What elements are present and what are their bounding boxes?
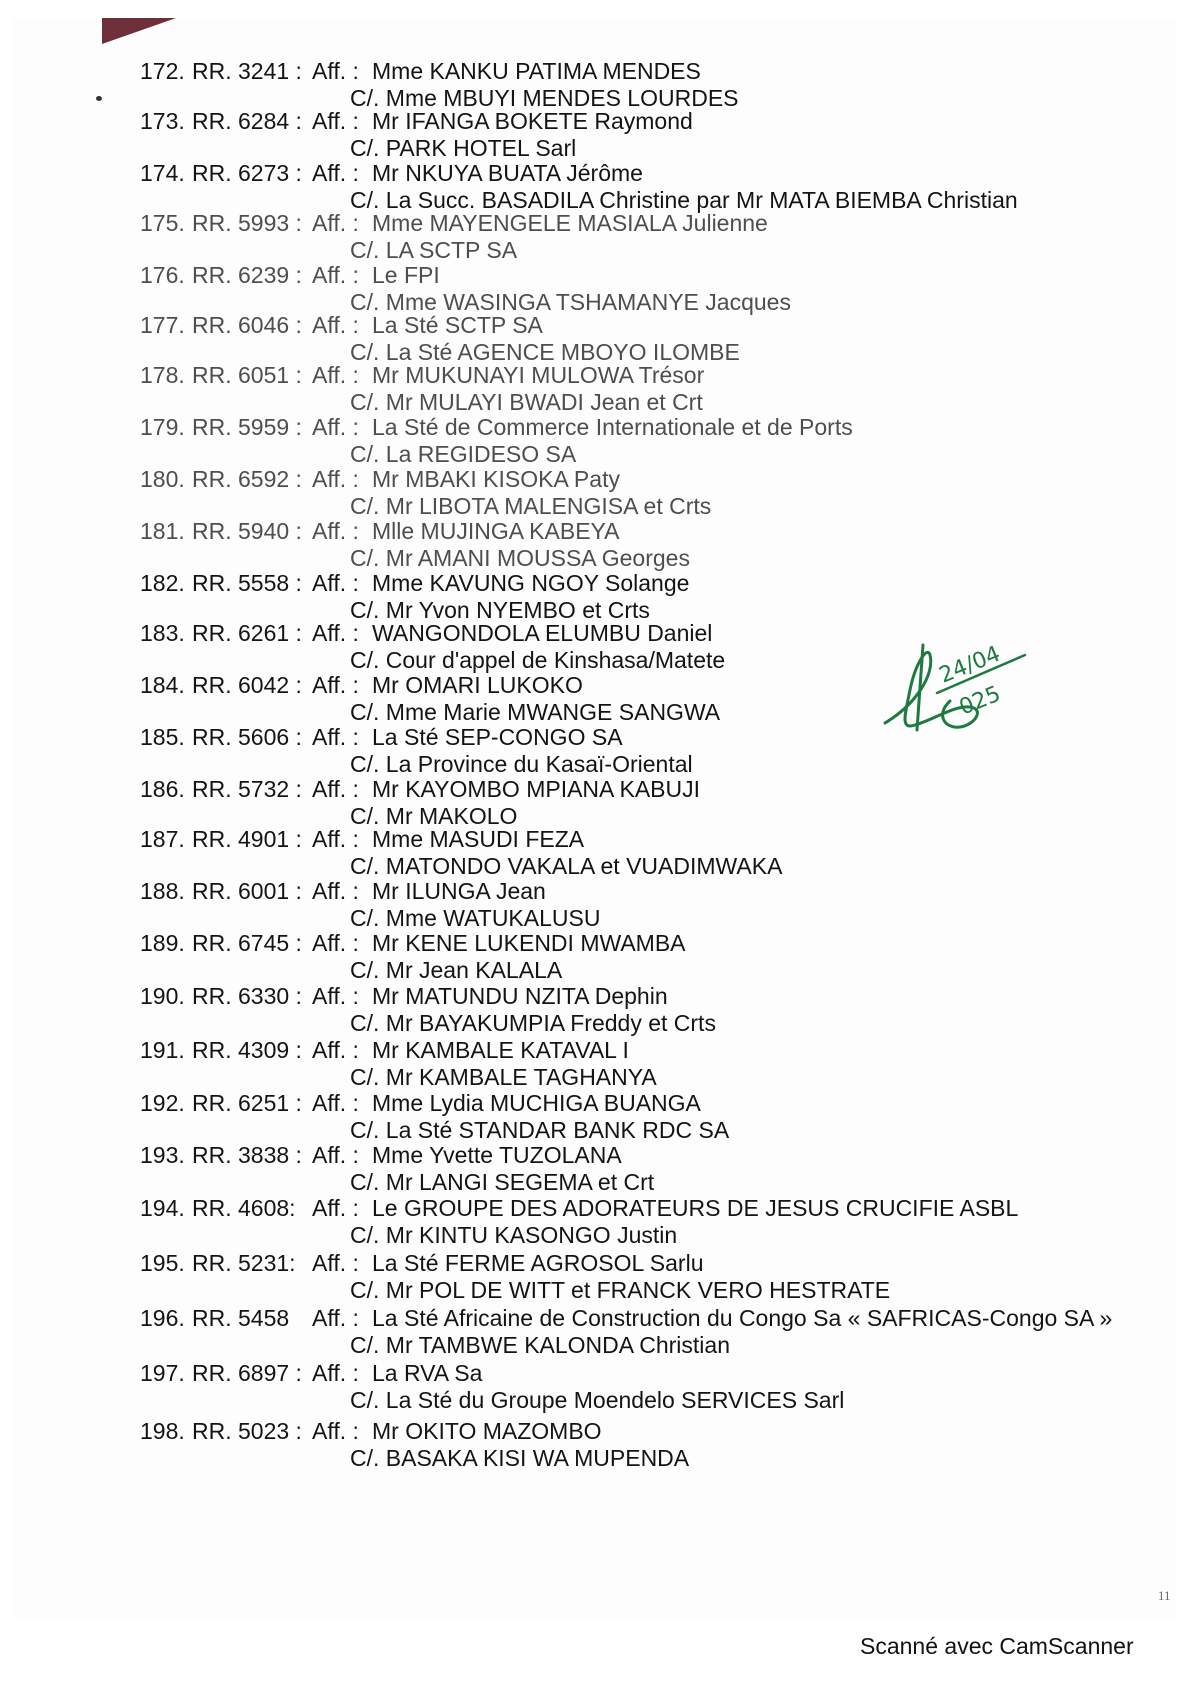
affaire-label: Aff. :: [312, 1250, 359, 1276]
case-main-line: [140, 570, 1150, 597]
affaire-label: Aff. :: [312, 1090, 359, 1116]
defendant: C/. BASAKA KISI WA MUPENDA: [350, 1445, 690, 1471]
case-number: 187.: [140, 826, 185, 852]
case-main-line: [140, 1305, 1150, 1332]
plaintiff: Le GROUPE DES ADORATEURS DE JESUS CRUCIFIE ASBL: [372, 1195, 1019, 1221]
case-reference: RR. 3241 :: [192, 58, 302, 84]
plaintiff: La RVA Sa: [372, 1360, 483, 1386]
case-number: 191.: [140, 1037, 185, 1063]
case-main-line: [140, 1360, 1150, 1387]
case-number: 196.: [140, 1305, 185, 1331]
case-reference: RR. 6745 :: [192, 930, 302, 956]
binding-corner: [102, 18, 176, 44]
case-main-line: [140, 983, 1150, 1010]
case-main-line: [140, 1418, 1150, 1445]
case-reference: RR. 3838 :: [192, 1142, 302, 1168]
page-number: 11: [1158, 1588, 1171, 1603]
defendant: C/. Mr MAKOLO: [350, 803, 518, 829]
case-entry: [140, 414, 1150, 468]
defendant: C/. La Sté du Groupe Moendelo SERVICES Sarl: [350, 1387, 845, 1413]
case-entry: [140, 210, 1150, 264]
case-reference: RR. 6051 :: [192, 362, 302, 388]
case-entry: [140, 466, 1150, 520]
defendant: C/. La Province du Kasaï-Oriental: [350, 751, 693, 777]
plaintiff: Mr KAMBALE KATAVAL I: [372, 1037, 629, 1063]
affaire-label: Aff. :: [312, 930, 359, 956]
affaire-label: Aff. :: [312, 1037, 359, 1063]
case-entry: [140, 878, 1150, 932]
defendant: C/. Mme Marie MWANGE SANGWA: [350, 699, 721, 725]
affaire-label: Aff. :: [312, 466, 359, 492]
affaire-label: Aff. :: [312, 672, 359, 698]
case-number: 180.: [140, 466, 185, 492]
case-number: 192.: [140, 1090, 185, 1116]
affaire-label: Aff. :: [312, 518, 359, 544]
defendant: C/. Mme MBUYI MENDES LOURDES: [350, 85, 739, 111]
defendant: C/. La Sté AGENCE MBOYO ILOMBE: [350, 339, 740, 365]
defendant: C/. Mr KAMBALE TAGHANYA: [350, 1064, 657, 1090]
case-number: 186.: [140, 776, 185, 802]
case-main-line: [140, 930, 1150, 957]
affaire-label: Aff. :: [312, 160, 359, 186]
case-reference: RR. 5606 :: [192, 724, 302, 750]
affaire-label: Aff. :: [312, 108, 359, 134]
plaintiff: La Sté SCTP SA: [372, 312, 543, 338]
case-entry: [140, 776, 1150, 830]
case-reference: RR. 6284 :: [192, 108, 302, 134]
plaintiff: Mr KAYOMBO MPIANA KABUJI: [372, 776, 701, 802]
affaire-label: Aff. :: [312, 1195, 359, 1221]
case-entry: [140, 58, 1150, 112]
plaintiff: Mr OKITO MAZOMBO: [372, 1418, 602, 1444]
affaire-label: Aff. :: [312, 262, 359, 288]
plaintiff: La Sté de Commerce Internationale et de Ports: [372, 414, 853, 440]
affaire-label: Aff. :: [312, 1142, 359, 1168]
case-number: 182.: [140, 570, 185, 596]
defendant: C/. La Sté STANDAR BANK RDC SA: [350, 1117, 730, 1143]
case-main-line: [140, 1195, 1150, 1222]
affaire-label: Aff. :: [312, 570, 359, 596]
affaire-label: Aff. :: [312, 620, 359, 646]
case-number: 193.: [140, 1142, 185, 1168]
case-entry: [140, 1305, 1150, 1359]
affaire-label: Aff. :: [312, 878, 359, 904]
case-entry: [140, 1090, 1150, 1144]
case-number: 198.: [140, 1418, 185, 1444]
defendant: C/. Mr Jean KALALA: [350, 957, 563, 983]
case-main-line: [140, 58, 1150, 85]
punch-mark: [96, 96, 102, 101]
signature-date-year: 025: [955, 681, 1005, 721]
plaintiff: Mlle MUJINGA KABEYA: [372, 518, 620, 544]
case-entry: [140, 1250, 1150, 1304]
case-main-line: [140, 826, 1150, 853]
affaire-label: Aff. :: [312, 826, 359, 852]
case-number: 174.: [140, 160, 185, 186]
case-entry: [140, 362, 1150, 416]
case-entry: [140, 1037, 1150, 1091]
case-number: 188.: [140, 878, 185, 904]
case-entry: [140, 826, 1150, 880]
plaintiff: Mme Yvette TUZOLANA: [372, 1142, 622, 1168]
plaintiff: Mme Lydia MUCHIGA BUANGA: [372, 1090, 701, 1116]
case-reference: RR. 5023 :: [192, 1418, 302, 1444]
case-number: 190.: [140, 983, 185, 1009]
plaintiff: Mme MAYENGELE MASIALA Julienne: [372, 210, 768, 236]
case-reference: RR. 6046 :: [192, 312, 302, 338]
case-main-line: [140, 362, 1150, 389]
affaire-label: Aff. :: [312, 1418, 359, 1444]
plaintiff: Le FPI: [372, 262, 440, 288]
case-entry: [140, 160, 1150, 214]
case-entry: [140, 1360, 1150, 1414]
plaintiff: Mr ILUNGA Jean: [372, 878, 546, 904]
affaire-label: Aff. :: [312, 210, 359, 236]
case-main-line: [140, 776, 1150, 803]
plaintiff: Mme MASUDI FEZA: [372, 826, 585, 852]
plaintiff: Mr MUKUNAYI MULOWA Trésor: [372, 362, 705, 388]
defendant: C/. Mr TAMBWE KALONDA Christian: [350, 1332, 730, 1358]
case-entry: [140, 312, 1150, 366]
case-reference: RR. 4309 :: [192, 1037, 302, 1063]
case-reference: RR. 6261 :: [192, 620, 302, 646]
case-reference: RR. 5993 :: [192, 210, 302, 236]
plaintiff: Mme KAVUNG NGOY Solange: [372, 570, 690, 596]
case-number: 184.: [140, 672, 185, 698]
case-entry: [140, 1418, 1150, 1472]
case-reference: RR. 6592 :: [192, 466, 302, 492]
signature-date-day-month: 24/04: [935, 641, 1005, 689]
case-number: 173.: [140, 108, 185, 134]
affaire-label: Aff. :: [312, 414, 359, 440]
defendant: C/. Mr MULAYI BWADI Jean et Crt: [350, 389, 703, 415]
case-reference: RR. 6239 :: [192, 262, 302, 288]
defendant: C/. Mr Yvon NYEMBO et Crts: [350, 597, 650, 623]
plaintiff: La Sté FERME AGROSOL Sarlu: [372, 1250, 704, 1276]
affaire-label: Aff. :: [312, 724, 359, 750]
case-number: 189.: [140, 930, 185, 956]
handwritten-signature: [875, 635, 1035, 755]
case-entry: [140, 108, 1150, 162]
plaintiff: WANGONDOLA ELUMBU Daniel: [372, 620, 713, 646]
defendant: C/. La Succ. BASADILA Christine par Mr MATA BIEMBA Christian: [350, 187, 1018, 213]
plaintiff: Mme KANKU PATIMA MENDES: [372, 58, 701, 84]
case-main-line: [140, 210, 1150, 237]
case-number: 197.: [140, 1360, 185, 1386]
case-entry: [140, 930, 1150, 984]
case-main-line: [140, 1142, 1150, 1169]
plaintiff: Mr OMARI LUKOKO: [372, 672, 583, 698]
case-entry: [140, 262, 1150, 316]
case-number: 194.: [140, 1195, 185, 1221]
defendant: C/. Mr BAYAKUMPIA Freddy et Crts: [350, 1010, 716, 1036]
case-number: 176.: [140, 262, 185, 288]
case-number: 179.: [140, 414, 185, 440]
case-number: 177.: [140, 312, 185, 338]
plaintiff: Mr KENE LUKENDI MWAMBA: [372, 930, 686, 956]
case-reference: RR. 5458: [192, 1305, 290, 1331]
case-number: 172.: [140, 58, 185, 84]
case-main-line: [140, 108, 1150, 135]
case-number: 185.: [140, 724, 185, 750]
defendant: C/. Mr POL DE WITT et FRANCK VERO HESTRATE: [350, 1277, 891, 1303]
case-main-line: [140, 312, 1150, 339]
plaintiff: Mr MATUNDU NZITA Dephin: [372, 983, 668, 1009]
case-main-line: [140, 414, 1150, 441]
case-main-line: [140, 1037, 1150, 1064]
defendant: C/. Mme WATUKALUSU: [350, 905, 601, 931]
plaintiff: Mr NKUYA BUATA Jérôme: [372, 160, 643, 186]
scanner-watermark: Scanné avec CamScanner: [860, 1633, 1134, 1659]
affaire-label: Aff. :: [312, 776, 359, 802]
defendant: C/. Mr KINTU KASONGO Justin: [350, 1222, 678, 1248]
case-reference: RR. 5231:: [192, 1250, 296, 1276]
defendant: C/. PARK HOTEL Sarl: [350, 135, 577, 161]
case-entry: [140, 983, 1150, 1037]
case-reference: RR. 5732 :: [192, 776, 302, 802]
case-number: 181.: [140, 518, 185, 544]
affaire-label: Aff. :: [312, 1305, 359, 1331]
case-reference: RR. 6042 :: [192, 672, 302, 698]
case-main-line: [140, 878, 1150, 905]
case-main-line: [140, 466, 1150, 493]
case-entry: [140, 1195, 1150, 1249]
plaintiff: La Sté Africaine de Construction du Congo Sa « SAFRICAS-Congo SA »: [372, 1305, 1113, 1331]
case-reference: RR. 4901 :: [192, 826, 302, 852]
defendant: C/. Mr AMANI MOUSSA Georges: [350, 545, 690, 571]
defendant: C/. La REGIDESO SA: [350, 441, 577, 467]
case-reference: RR. 5959 :: [192, 414, 302, 440]
case-reference: RR. 6330 :: [192, 983, 302, 1009]
plaintiff: Mr MBAKI KISOKA Paty: [372, 466, 620, 492]
defendant: C/. Cour d'appel de Kinshasa/Matete: [350, 647, 726, 673]
case-main-line: [140, 1090, 1150, 1117]
plaintiff: Mr IFANGA BOKETE Raymond: [372, 108, 693, 134]
case-entry: [140, 518, 1150, 572]
case-main-line: [140, 160, 1150, 187]
plaintiff: La Sté SEP-CONGO SA: [372, 724, 623, 750]
case-entry: [140, 570, 1150, 624]
affaire-label: Aff. :: [312, 1360, 359, 1386]
case-reference: RR. 5940 :: [192, 518, 302, 544]
case-number: 178.: [140, 362, 185, 388]
affaire-label: Aff. :: [312, 983, 359, 1009]
defendant: C/. MATONDO VAKALA et VUADIMWAKA: [350, 853, 783, 879]
case-main-line: [140, 518, 1150, 545]
defendant: C/. Mme WASINGA TSHAMANYE Jacques: [350, 289, 791, 315]
affaire-label: Aff. :: [312, 362, 359, 388]
case-number: 183.: [140, 620, 185, 646]
case-main-line: [140, 262, 1150, 289]
case-reference: RR. 6251 :: [192, 1090, 302, 1116]
case-number: 175.: [140, 210, 185, 236]
case-reference: RR. 6897 :: [192, 1360, 302, 1386]
case-entry: [140, 1142, 1150, 1196]
case-reference: RR. 6273 :: [192, 160, 302, 186]
case-reference: RR. 4608:: [192, 1195, 296, 1221]
affaire-label: Aff. :: [312, 58, 359, 84]
case-reference: RR. 5558 :: [192, 570, 302, 596]
defendant: C/. Mr LANGI SEGEMA et Crt: [350, 1169, 655, 1195]
case-main-line: [140, 1250, 1150, 1277]
case-number: 195.: [140, 1250, 185, 1276]
defendant: C/. Mr LIBOTA MALENGISA et Crts: [350, 493, 712, 519]
defendant: C/. LA SCTP SA: [350, 237, 518, 263]
affaire-label: Aff. :: [312, 312, 359, 338]
case-reference: RR. 6001 :: [192, 878, 302, 904]
